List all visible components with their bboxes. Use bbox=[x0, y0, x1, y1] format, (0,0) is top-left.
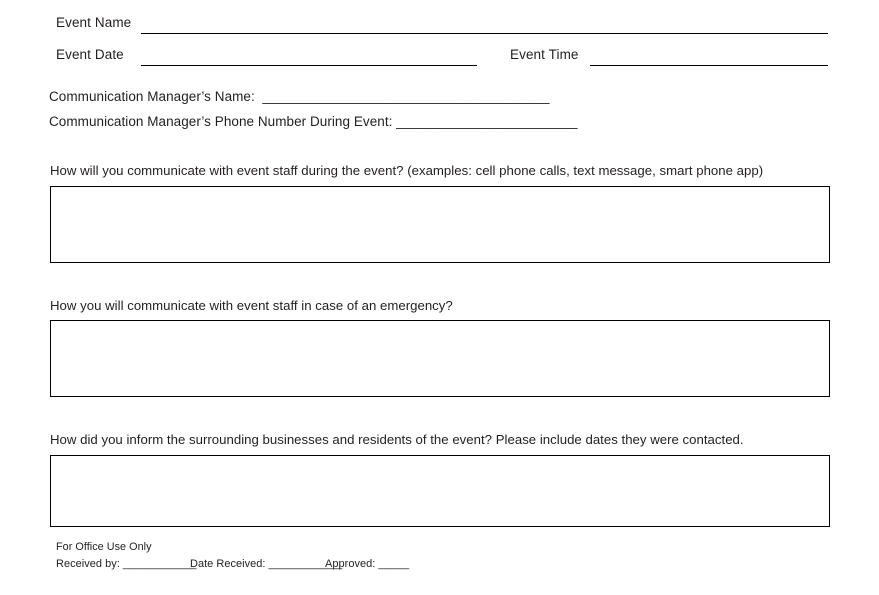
office-use-title: For Office Use Only bbox=[56, 541, 152, 553]
office-approved-label[interactable]: Approved: _____ bbox=[325, 558, 410, 570]
event-name-label: Event Name bbox=[56, 15, 132, 30]
manager-phone-line[interactable]: Communication Manager’s Phone Number During Event: ________________________ bbox=[49, 114, 578, 129]
question-2-prompt: How you will communicate with event staff in case of an emergency? bbox=[50, 298, 453, 313]
question-1-prompt: How will you communicate with event staff during the event? (examples: cell phone calls, text message, smart phone app) bbox=[50, 163, 764, 178]
manager-name-line[interactable]: Communication Manager’s Name: ______________________________________ bbox=[49, 89, 550, 104]
office-date-received-label[interactable]: Date Received: ____________ bbox=[190, 558, 343, 570]
question-1-answer-box[interactable] bbox=[50, 186, 830, 263]
event-date-rule[interactable] bbox=[141, 65, 477, 66]
office-received-by-label[interactable]: Received by: ____________ bbox=[56, 558, 197, 570]
event-name-rule[interactable] bbox=[141, 33, 828, 34]
event-date-label: Event Date bbox=[56, 47, 124, 62]
question-3-answer-box[interactable] bbox=[50, 455, 830, 527]
event-time-label: Event Time bbox=[510, 47, 579, 62]
question-2-answer-box[interactable] bbox=[50, 320, 830, 397]
question-3-prompt: How did you inform the surrounding businesses and residents of the event? Please include dates they were contacted. bbox=[50, 432, 744, 447]
event-time-rule[interactable] bbox=[590, 65, 828, 66]
